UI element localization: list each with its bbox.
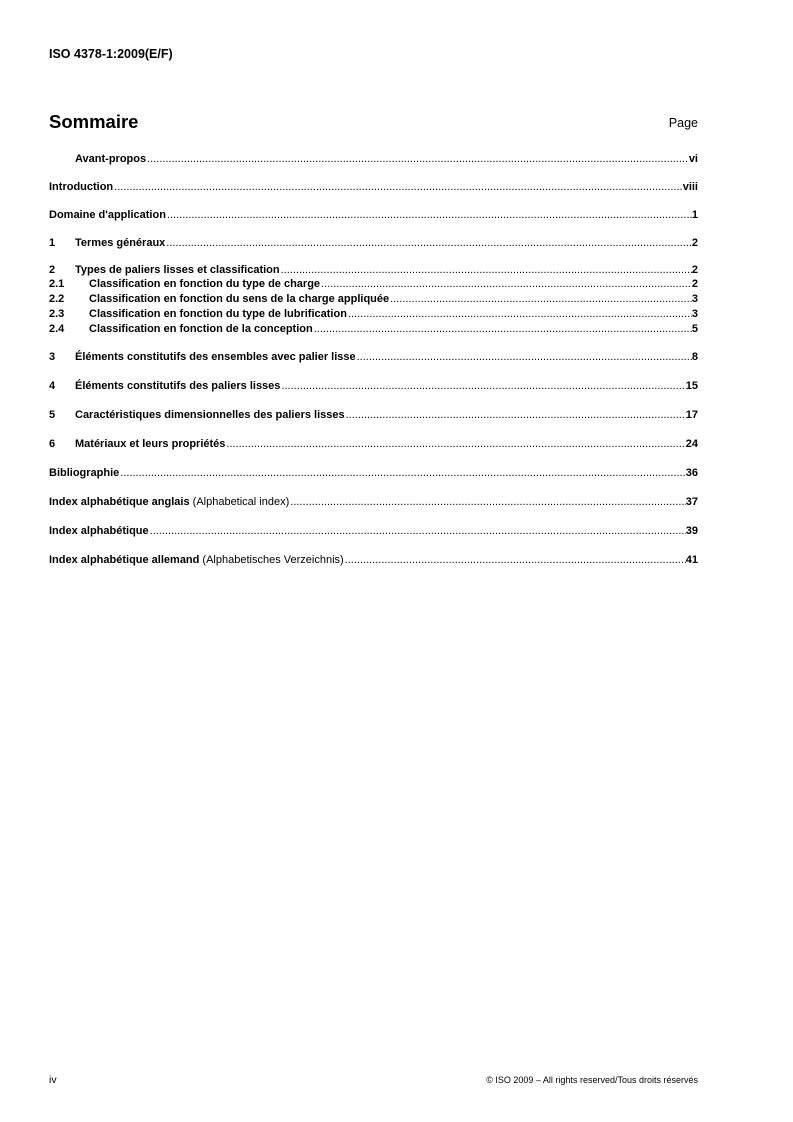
toc-entry-number: 3 <box>49 351 56 363</box>
toc-entry-label: Caractéristiques dimensionnelles des paliers lisses <box>75 409 345 421</box>
dot-leader <box>289 494 685 510</box>
footer-copyright: © ISO 2009 – All rights reserved/Tous droits réservés <box>486 1075 698 1085</box>
toc-entry-section-1[interactable] <box>49 235 698 251</box>
dot-leader <box>347 307 692 322</box>
toc-entry-label-note: (Alphabetisches Verzeichnis) <box>199 554 344 566</box>
toc-entry-page: 2 <box>691 237 698 249</box>
toc-entry-domaine[interactable] <box>49 207 698 223</box>
dot-leader <box>149 523 686 539</box>
toc-entry-label: Classification en fonction du sens de la charge appliquée <box>89 293 390 305</box>
toc-entry-section-2-2[interactable] <box>49 292 698 307</box>
toc-entry-number: 6 <box>49 438 56 450</box>
toc-entry-label: Index alphabétique <box>49 525 149 537</box>
toc-entry-page: 8 <box>691 351 698 363</box>
dot-leader <box>280 263 692 277</box>
toc-entry-page: 39 <box>685 525 698 537</box>
toc-entry-number: 4 <box>49 380 56 392</box>
dot-leader <box>225 436 685 452</box>
toc-entry-index-anglais[interactable] <box>49 494 698 510</box>
toc-title: Sommaire <box>49 111 139 132</box>
toc-entry-page: viii <box>682 181 698 193</box>
dot-leader <box>146 151 689 167</box>
toc-entry-label: Termes généraux <box>75 237 166 249</box>
dot-leader <box>119 465 685 481</box>
toc-entry-page: 2 <box>691 278 698 290</box>
dot-leader <box>389 292 692 307</box>
toc-entry-section-2-4[interactable] <box>49 322 698 337</box>
toc-entry-page: 17 <box>685 409 698 421</box>
document-id: ISO 4378-1:2009(E/F) <box>49 47 173 61</box>
toc-entry-label: Classification en fonction du type de charge <box>89 278 321 290</box>
dot-leader <box>344 552 686 568</box>
dot-leader <box>280 378 685 394</box>
toc-entry-section-6[interactable] <box>49 436 698 452</box>
toc-entry-page: vi <box>688 153 698 165</box>
toc-entry-number: 1 <box>49 237 56 249</box>
toc-entry-page: 3 <box>691 308 698 320</box>
toc-entry-label: Éléments constitutifs des ensembles avec palier lisse <box>75 351 356 363</box>
toc-entry-number: 5 <box>49 409 56 421</box>
toc-entry-page: 1 <box>691 209 698 221</box>
toc-entry-page: 37 <box>685 496 698 508</box>
toc-entry-label: Classification en fonction du type de lubrification <box>89 308 347 320</box>
toc-entry-number: 2.2 <box>49 293 65 305</box>
dot-leader <box>166 207 692 223</box>
toc-entry-label: Matériaux et leurs propriétés <box>75 438 226 450</box>
toc-entry-page: 24 <box>685 438 698 450</box>
toc-entry-section-3[interactable] <box>49 349 698 365</box>
toc-entry-page: 36 <box>685 467 698 479</box>
toc-entry-label <box>49 552 344 568</box>
toc-entry-page: 15 <box>685 380 698 392</box>
toc-entry-label: Types de paliers lisses et classification <box>75 264 280 276</box>
toc-entry-index-allemand[interactable] <box>49 552 698 568</box>
toc-entry-section-2-3[interactable] <box>49 307 698 322</box>
toc-entry-label <box>49 494 289 510</box>
toc-entry-section-2-1[interactable] <box>49 277 698 292</box>
toc-entry-label-text: Index alphabétique anglais <box>49 496 190 508</box>
dot-leader <box>165 235 692 251</box>
toc-entry-section-2[interactable] <box>49 263 698 277</box>
toc-entry-page: 2 <box>691 264 698 276</box>
toc-entry-index-alphabetique[interactable] <box>49 523 698 539</box>
toc-entry-label: Avant-propos <box>75 153 147 165</box>
toc-entry-number: 2.4 <box>49 323 65 335</box>
toc-entry-bibliographie[interactable] <box>49 465 698 481</box>
toc-entry-page: 3 <box>691 293 698 305</box>
toc-entry-label-text: Index alphabétique allemand <box>49 554 200 566</box>
table-of-contents <box>49 149 698 568</box>
toc-entry-page: 5 <box>691 323 698 335</box>
toc-entry-number: 2 <box>49 264 56 276</box>
toc-entry-label: Éléments constitutifs des paliers lisses <box>75 380 281 392</box>
toc-entry-label-note: (Alphabetical index) <box>189 496 290 508</box>
toc-page-column-label: Page <box>668 116 698 130</box>
toc-entry-label: Classification en fonction de la conception <box>89 323 313 335</box>
dot-leader <box>345 407 686 423</box>
toc-entry-section-4[interactable] <box>49 378 698 394</box>
toc-heading <box>49 111 698 137</box>
toc-entry-avant-propos[interactable] <box>49 151 698 167</box>
dot-leader <box>320 277 692 292</box>
dot-leader <box>313 322 692 337</box>
dot-leader <box>356 349 692 365</box>
toc-entry-introduction[interactable] <box>49 179 698 195</box>
toc-entry-number: 2.3 <box>49 308 65 320</box>
toc-entry-number: 2.1 <box>49 278 65 290</box>
dot-leader <box>113 179 683 195</box>
toc-entry-section-5[interactable] <box>49 407 698 423</box>
toc-entry-label: Bibliographie <box>49 467 120 479</box>
toc-entry-label: Domaine d'application <box>49 209 166 221</box>
toc-entry-label: Introduction <box>49 181 114 193</box>
toc-entry-page: 41 <box>685 554 698 566</box>
footer-page-number: iv <box>49 1074 57 1086</box>
